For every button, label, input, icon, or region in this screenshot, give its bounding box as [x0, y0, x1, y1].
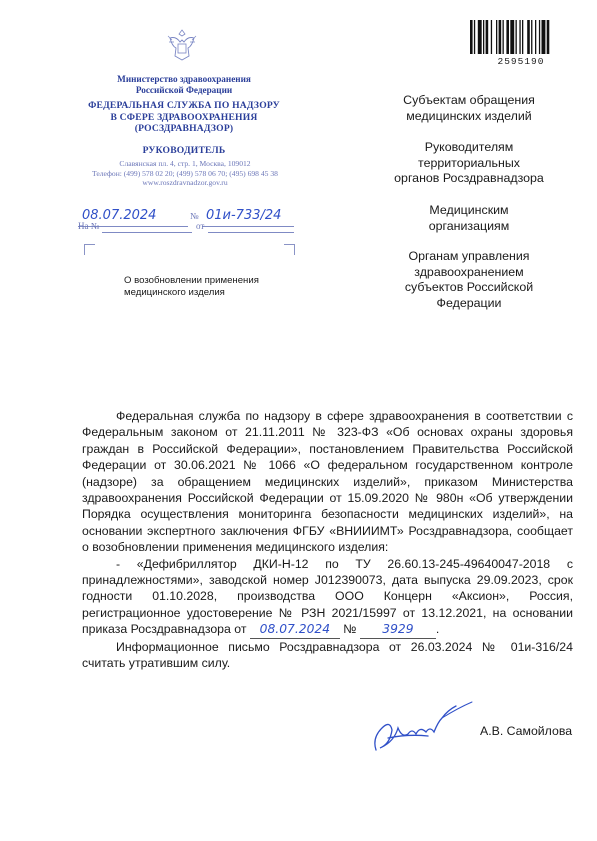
outgoing-number-field: [202, 208, 294, 227]
ministry-name: [70, 74, 298, 96]
reference-date-line: [208, 231, 294, 233]
recipient-line: медицинских изделий: [406, 108, 532, 123]
outgoing-date: 08.07.2024: [82, 208, 157, 223]
service-line: (РОСЗДРАВНАДЗОР): [134, 123, 234, 134]
body-paragraph-3: Информационное письмо Росздравнадзора от 26.03.2024 № 01и-316/24 считать утратившим силу.: [82, 639, 573, 671]
recipient-health-authorities: [378, 249, 560, 311]
recipient-line: Субъектам обращения: [403, 93, 535, 107]
ministry-line: Российской Федерации: [135, 85, 233, 95]
website-line: www.roszdravnadzor.gov.ru: [142, 178, 228, 187]
recipient-territorial-heads: [378, 140, 560, 187]
order-number: 3929: [360, 621, 436, 638]
service-line: В СФЕРЕ ЗДРАВООХРАНЕНИЯ: [110, 111, 258, 123]
barcode-image: [468, 20, 574, 54]
address-line: Славянская пл. 4, стр. 1, Москва, 109012: [119, 159, 251, 168]
reference-number-line: [102, 231, 192, 233]
reference-from-label: от: [196, 221, 205, 231]
subject-line: медицинского изделия: [124, 287, 225, 298]
subject-bracket-left: [84, 244, 95, 255]
number-label: №: [190, 211, 199, 221]
recipient-line: здравоохранением: [414, 264, 524, 279]
address-block: [72, 159, 298, 188]
subject-bracket-right: [284, 244, 295, 255]
order-date: 08.07.2024: [250, 621, 340, 638]
outgoing-number: 01и-733/24: [206, 208, 282, 223]
recipient-line: организациям: [428, 218, 510, 233]
body-paragraph-1: Федеральная служба по надзору в сфере здравоохранения в соответствии с Федеральным законом от 21.11.2011 № 323-ФЗ «Об основах охраны здоровья граждан в Российской Федерации», постановлением Правительства Российской Федерации от 30.06.2021 № 1066 «О федеральном государственном контроле (надзоре) за обращением медицинских изделий», приказом Министерства здравоохранения Российской Федерации от 15.09.2020 № 980н «Об утверждении Порядка осуществления мониторинга безопасности медицинских изделий», на основании экспертного заключения ФГБУ «ВНИИИМТ» Росздравнадзора, сообщает о возобновлении применения медицинского изделия:: [82, 409, 573, 555]
order-number-label: №: [343, 622, 357, 637]
barcode-number: 2595190: [497, 56, 545, 67]
recipient-line: Федерации: [436, 295, 502, 310]
recipient-line: территориальных: [418, 155, 520, 170]
recipient-line: органов Росздравнадзора: [394, 171, 544, 185]
head-title: РУКОВОДИТЕЛЬ: [142, 145, 226, 156]
letter-body: [82, 408, 573, 672]
subject-line: О возобновлении применения: [124, 275, 259, 286]
ministry-line: Министерство здравоохранения: [117, 74, 251, 84]
recipient-line: Медицинским: [429, 203, 509, 217]
service-line: ФЕДЕРАЛЬНАЯ СЛУЖБА ПО НАДЗОРУ: [88, 100, 280, 111]
phone-line: Телефон: (499) 578 02 20; (499) 578 06 70; (495) 698 45 38: [92, 168, 278, 178]
coat-of-arms-emblem-icon: [162, 26, 202, 66]
recipient-subjects: [378, 93, 560, 124]
recipient-line: субъектов Российской: [404, 280, 534, 294]
signer-name: А.В. Самойлова: [480, 724, 573, 738]
reference-label: На №: [78, 221, 100, 231]
service-name: [70, 100, 298, 135]
recipient-medical-orgs: [378, 203, 560, 234]
recipient-line: Органам управления: [408, 249, 530, 263]
handwritten-signature-image: [368, 698, 478, 760]
sentence-end: .: [435, 622, 440, 637]
letter-subject: [124, 275, 284, 299]
recipient-line: Руководителям: [424, 140, 514, 154]
body-paragraph-2: [82, 556, 573, 639]
device-description: - «Дефибриллятор ДКИ-Н-12 по ТУ 26.60.13-245-49640047-2018 с принадлежностями», заводской номер J012390073, дата выпуска 29.09.2023, срок годности 01.10.2028, производства ООО Концерн «Аксион», Россия, регистрационное удостоверение № РЗН 2021/15997 от 13.12.2021, на основании приказа Росздравнадзора от: [82, 556, 573, 637]
